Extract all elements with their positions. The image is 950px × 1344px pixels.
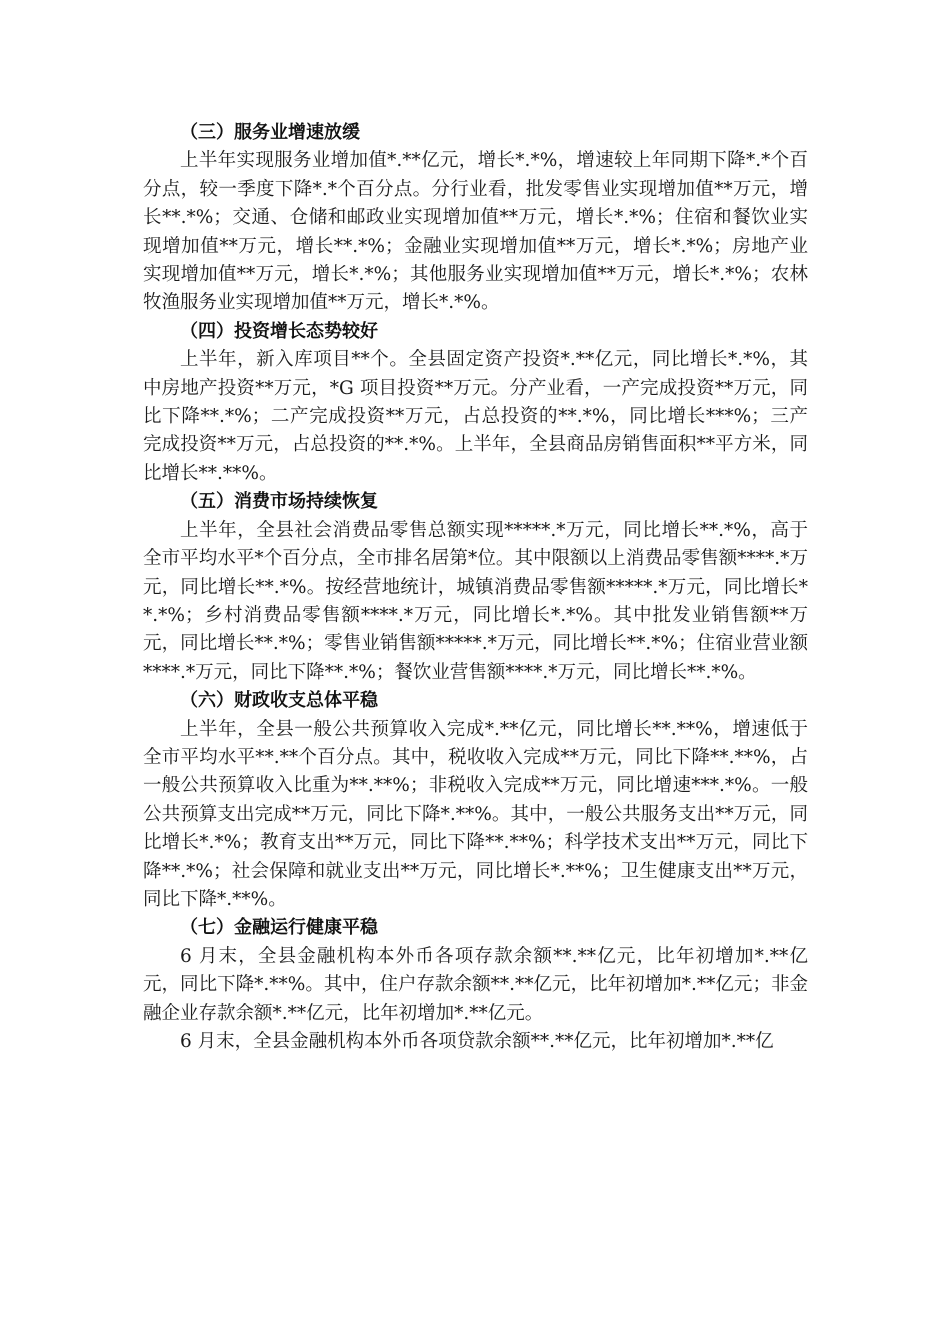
paragraph: 上半年，全县社会消费品零售总额实现*****.*万元，同比增长**.*%，高于全市平均水平*个百分点，全市排名居第*位。其中限额以上消费品零售额****.*万元，同比增长**.*%。按经营地统计，城镇消费品零售额*****.*万元，同比增长**.*%；乡村消费品零售额****.*万元，同比增长*.*%。其中批发业销售额**万元，同比增长**.*%；零售业销售额*****.*万元，同比增长**.*%；住宿业营业额****.*万元，同比下降**.*%；餐饮业营售额****.*万元，同比增长**.*%。: [143, 519, 808, 683]
paragraph: 上半年，新入库项目**个。全县固定资产投资*.**亿元，同比增长*.*%，其中房地产投资**万元，*G 项目投资**万元。分产业看，一产完成投资**万元，同比下降**.*%；二产完成投资**万元，占总投资的**.*%，同比增长***%；三产完成投资**万元，占总投资的**.*%。上半年，全县商品房销售面积**平方米，同比增长**.**%。: [143, 349, 808, 484]
section-heading: （六）财政收支总体平稳: [180, 690, 378, 712]
paragraph: 上半年，全县一般公共预算收入完成*.**亿元，同比增长**.**%，增速低于全市平均水平**.**个百分点。其中，税收收入完成**万元，同比下降**.**%，占一般公共预算收入比重为**.**%；非税收入完成**万元，同比增速***.*%。一般公共预算支出完成**万元，同比下降*.**%。其中，一般公共服务支出**万元，同比增长*.*%；教育支出**万元，同比下降**.**%；科学技术支出**万元，同比下降**.*%；社会保障和就业支出**万元，同比增长*.**%；卫生健康支出**万元，同比下降*.**%。: [143, 718, 808, 910]
section-investment: [143, 318, 808, 488]
paragraph: 6 月末，全县金融机构本外币各项存款余额**.**亿元，比年初增加*.**亿元，同比下降*.**%。其中，住户存款余额**.**亿元，比年初增加*.**亿元；非金融企业存款余额*.**亿元，比年初增加*.**亿元。: [143, 945, 808, 1024]
section-heading: （七）金融运行健康平稳: [180, 917, 378, 939]
section-heading: （四）投资增长态势较好: [180, 320, 378, 342]
paragraph: 6 月末，全县金融机构本外币各项贷款余额**.**亿元，比年初增加*.**亿: [180, 1031, 774, 1052]
section-heading: （三）服务业增速放缓: [180, 122, 360, 143]
document-page: [143, 119, 808, 1056]
section-consumption: [143, 488, 808, 687]
section-heading: （五）消费市场持续恢复: [180, 491, 378, 513]
section-finance: [143, 687, 808, 914]
section-banking: [143, 914, 808, 1056]
paragraph: 上半年实现服务业增加值*.**亿元，增长*.*%，增速较上年同期下降*.*个百分点，较一季度下降*.*个百分点。分行业看，批发零售业实现增加值**万元，增长**.*%；交通、仓储和邮政业实现增加值**万元，增长*.*%；住宿和餐饮业实现增加值**万元，增长**.*%；金融业实现增加值**万元，增长*.*%；房地产业实现增加值**万元，增长*.*%；其他服务业实现增加值**万元，增长*.*%；农林牧渔服务业实现增加值**万元，增长*.*%。: [143, 150, 808, 314]
section-services: [143, 119, 808, 318]
